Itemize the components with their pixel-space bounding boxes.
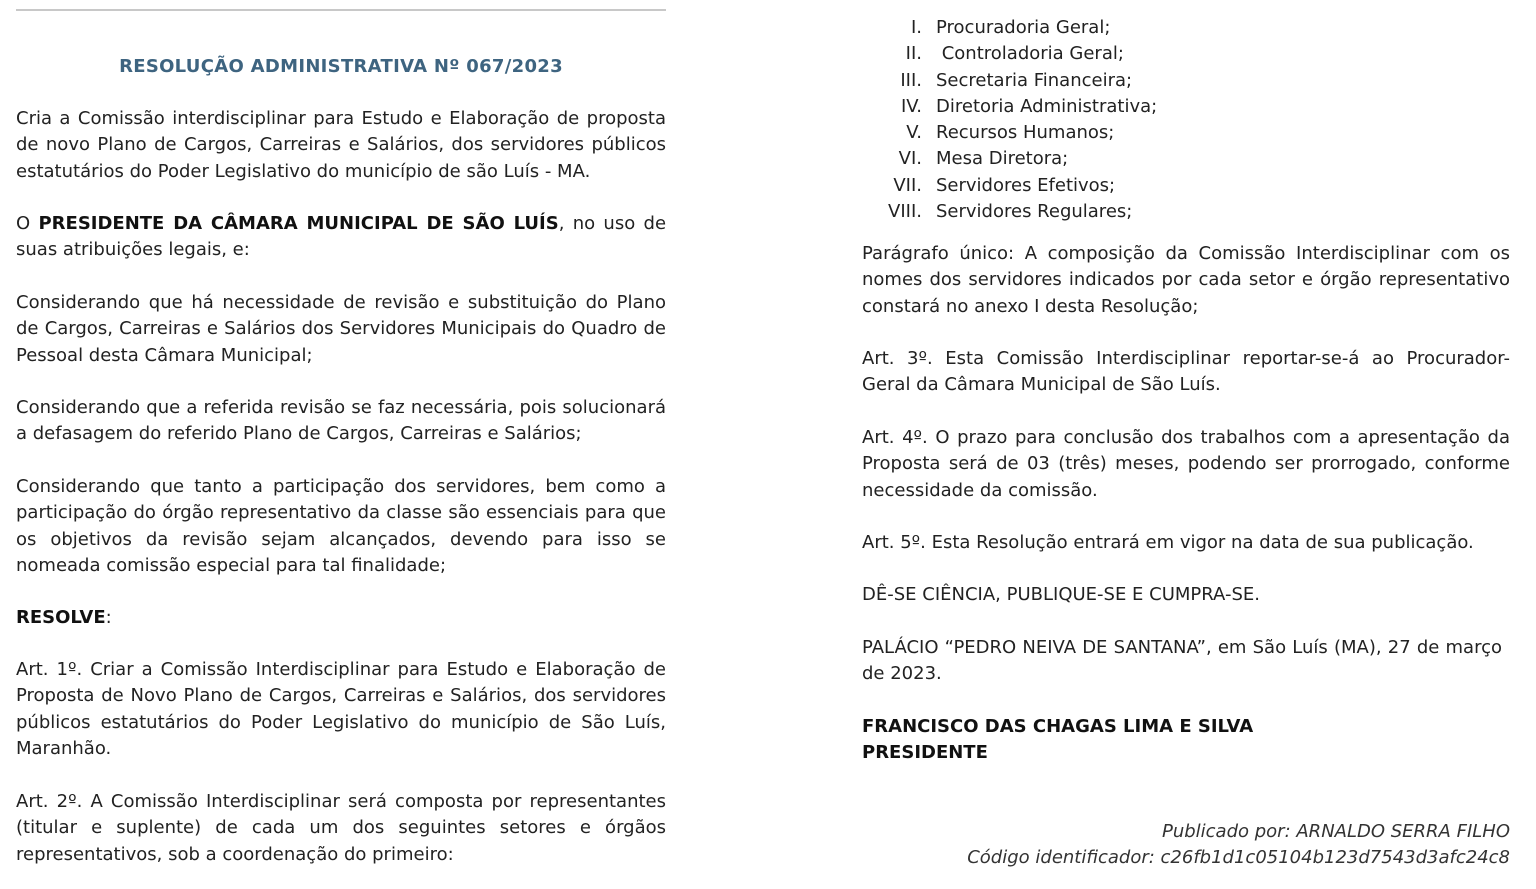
- list-label: Procuradoria Geral;: [936, 17, 1111, 38]
- list-label: Diretoria Administrativa;: [936, 95, 1158, 117]
- intro-paragraph: [16, 211, 666, 264]
- considerando-1: Considerando que há necessidade de revisão e substituição do Plano de Cargos, Carreiras e Salários dos Servidores Municipais do Quadro de Pessoal desta Câmara Municipal;: [16, 292, 666, 366]
- considerando-3: Considerando que tanto a participação dos servidores, bem como a participação do órgão representativo da classe são essenciais para que os objetivos da revisão sejam alcançados, devendo para isso se nomeada comissão especial para tal finalidade;: [16, 476, 666, 576]
- signer-name: FRANCISCO DAS CHAGAS LIMA E SILVA: [862, 716, 1254, 737]
- paragrafo-unico: Parágrafo único: A composição da Comissão Interdisciplinar com os nomes dos servidores indicados por cada setor e órgão representativo constará no anexo I desta Resolução;: [862, 243, 1510, 317]
- list-number: VIII.: [888, 201, 922, 223]
- list-number: III.: [900, 69, 922, 91]
- signature-block: [862, 714, 1253, 767]
- list-number: VI.: [898, 148, 922, 170]
- list-number: II.: [905, 43, 922, 65]
- list-item: [862, 199, 1157, 225]
- list-label: Mesa Diretora;: [936, 148, 1069, 170]
- article-4: Art. 4º. O prazo para conclusão dos trabalhos com a apresentação da Proposta será de 03 (três) meses, podendo ser prorrogado, conforme necessidade da comissão.: [862, 427, 1510, 501]
- list-label: Controladoria Geral;: [936, 43, 1124, 65]
- resolve-heading: [16, 605, 666, 631]
- list-item: [862, 120, 1157, 146]
- identifier-code: Código identificador: c26fb1d1c05104b123d7543d3afc24c8: [967, 847, 1510, 868]
- place-date: PALÁCIO “PEDRO NEIVA DE SANTANA”, em São Luís (MA), 27 de março de 2023.: [862, 637, 1502, 685]
- list-item: [862, 41, 1157, 67]
- list-label: Servidores Regulares;: [936, 201, 1133, 223]
- closing-statement: DÊ-SE CIÊNCIA, PUBLIQUE-SE E CUMPRA-SE.: [862, 584, 1260, 605]
- top-divider: [16, 9, 666, 11]
- list-item: [862, 15, 1157, 41]
- list-number: VII.: [893, 174, 922, 196]
- list-item: [862, 68, 1157, 94]
- ementa: Cria a Comissão interdisciplinar para Estudo e Elaboração de proposta de novo Plano de Cargos, Carreiras e Salários, dos servidores públicos estatutários do Poder Legislativo do município de são Luís - MA.: [16, 108, 666, 182]
- resolve-colon: :: [105, 607, 112, 628]
- published-by: Publicado por: ARNALDO SERRA FILHO: [1161, 821, 1510, 842]
- list-number: V.: [906, 122, 922, 144]
- list-label: Secretaria Financeira;: [936, 69, 1133, 91]
- list-item: [862, 94, 1157, 120]
- considerando-2: Considerando que a referida revisão se faz necessária, pois solucionará a defasagem do referido Plano de Cargos, Carreiras e Salários;: [16, 397, 666, 445]
- list-item: [862, 173, 1157, 199]
- list-item: [862, 146, 1157, 172]
- intro-suffix: , no uso de suas atribuições legais, e:: [16, 213, 667, 261]
- president-title: PRESIDENTE DA CÂMARA MUNICIPAL DE SÃO LUÍS: [38, 213, 559, 234]
- article-3: Art. 3º. Esta Comissão Interdisciplinar reportar-se-á ao Procurador-Geral da Câmara Municipal de São Luís.: [862, 348, 1510, 396]
- article-5: Art. 5º. Esta Resolução entrará em vigor na data de sua publicação.: [862, 532, 1474, 553]
- article-1: Art. 1º. Criar a Comissão Interdisciplinar para Estudo e Elaboração de Proposta de Novo Plano de Cargos, Carreiras e Salários, dos servidores públicos estatutários do Poder Legislativo do município de São Luís, Maranhão.: [16, 659, 666, 759]
- sector-list: [862, 15, 1157, 225]
- list-number: I.: [910, 17, 922, 38]
- list-number: IV.: [900, 95, 922, 117]
- list-label: Servidores Efetivos;: [936, 174, 1116, 196]
- intro-prefix: O: [16, 213, 39, 234]
- list-label: Recursos Humanos;: [936, 122, 1115, 144]
- document-title: RESOLUÇÃO ADMINISTRATIVA Nº 067/2023: [119, 56, 563, 77]
- signer-role: PRESIDENTE: [862, 742, 988, 764]
- article-2: Art. 2º. A Comissão Interdisciplinar será composta por representantes (titular e suplente) de cada um dos seguintes setores e órgãos representativos, sob a coordenação do primeiro:: [16, 791, 666, 865]
- resolve-label: RESOLVE: [16, 607, 106, 628]
